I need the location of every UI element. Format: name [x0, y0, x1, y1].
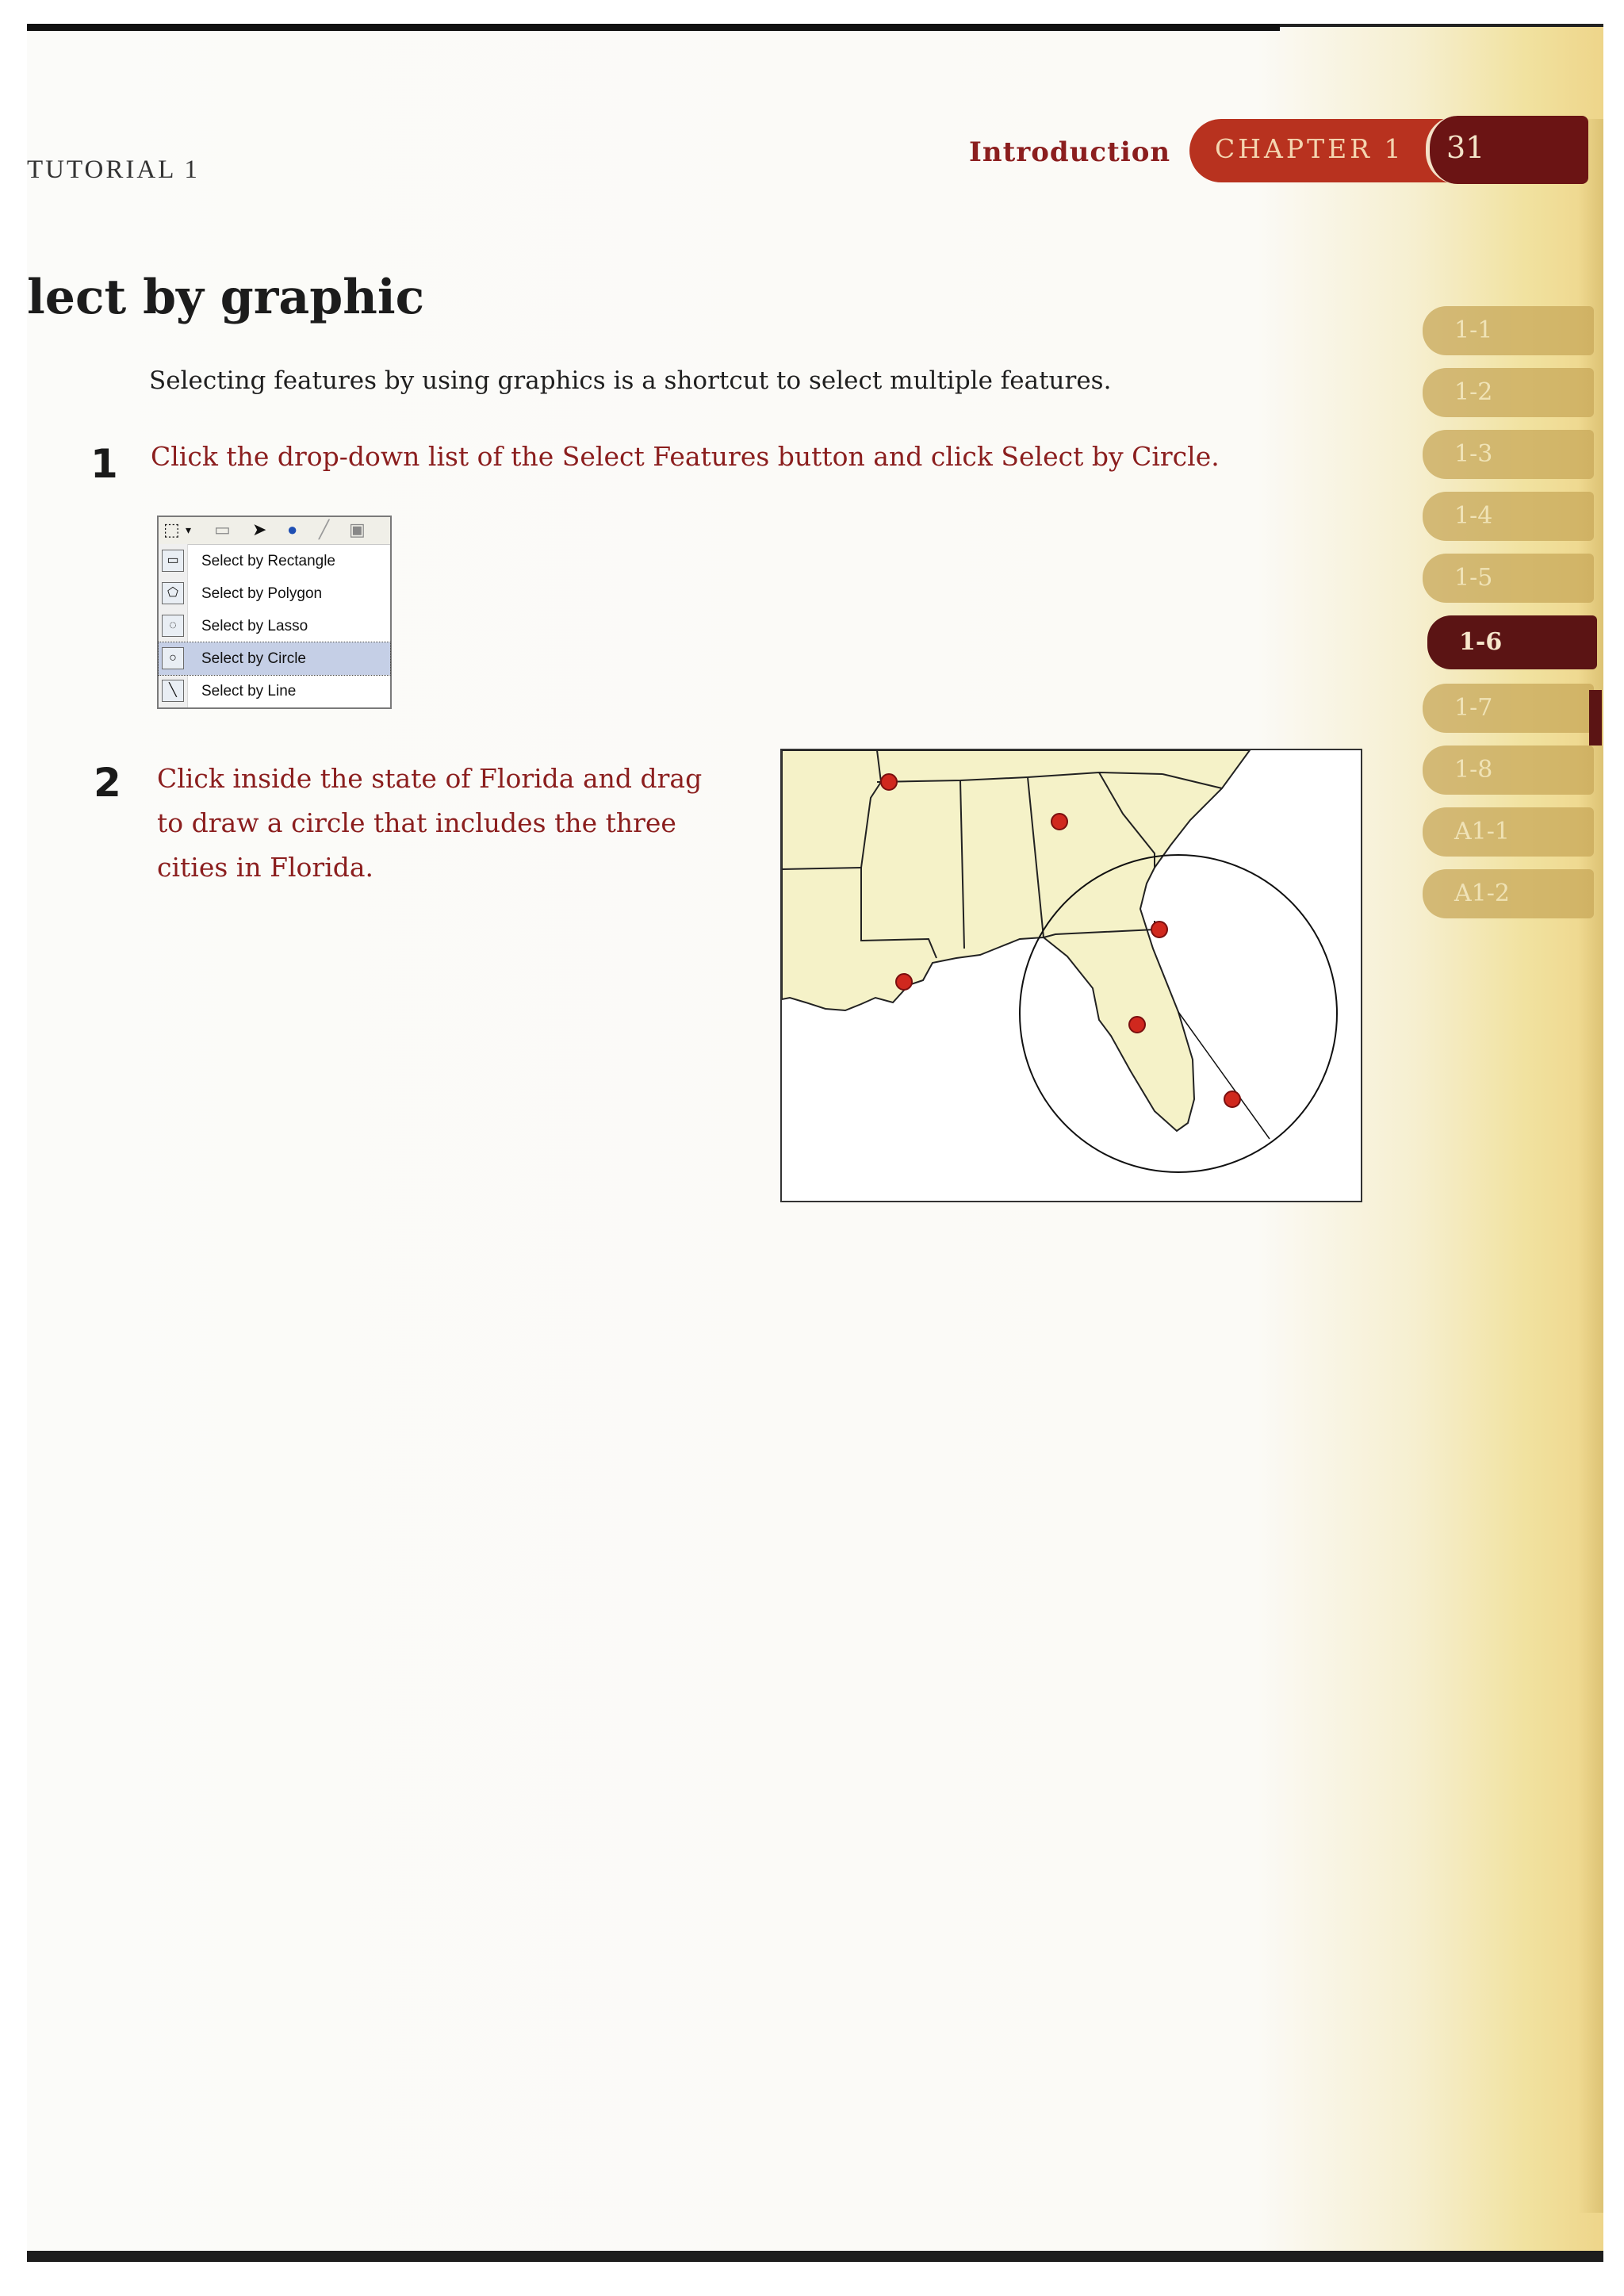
- menu-item-label: Select by Rectangle: [201, 553, 335, 569]
- side-tab-1-5[interactable]: 1-5: [1423, 554, 1594, 603]
- side-tab-1-4[interactable]: 1-4: [1423, 492, 1594, 541]
- menu-item-select-by-lasso[interactable]: [159, 610, 390, 642]
- menu-toolbar: [159, 517, 390, 545]
- side-tab-1-7[interactable]: 1-7: [1423, 684, 1594, 733]
- step-2-number: 2: [94, 760, 121, 806]
- map-figure[interactable]: [780, 749, 1362, 1202]
- side-tab-a1-1[interactable]: A1-1: [1423, 807, 1594, 857]
- city-point[interactable]: [1129, 1017, 1145, 1033]
- scan-bottom-edge: [27, 2251, 1603, 2262]
- chevron-down-icon[interactable]: ▾: [186, 523, 192, 536]
- select-rectangle-icon: ▭: [162, 550, 184, 572]
- running-header-section: Introduction: [969, 136, 1171, 168]
- step-2-line: cities in Florida.: [157, 852, 374, 883]
- city-point[interactable]: [896, 974, 912, 990]
- side-edge-marker: [1589, 690, 1602, 746]
- menu-item-label: Select by Circle: [201, 650, 306, 667]
- side-tab-1-8[interactable]: 1-8: [1423, 746, 1594, 795]
- pointer-icon[interactable]: ➤: [252, 519, 267, 539]
- side-tab-1-6[interactable]: 1-6: [1427, 615, 1597, 669]
- city-point[interactable]: [1224, 1091, 1240, 1107]
- side-tab-1-3[interactable]: 1-3: [1423, 430, 1594, 479]
- menu-item-select-by-rectangle[interactable]: [159, 545, 390, 577]
- land-states: [782, 750, 1250, 1131]
- menu-item-label: Select by Polygon: [201, 585, 323, 602]
- side-tab-1-1[interactable]: 1-1: [1423, 306, 1594, 355]
- select-features-dropdown[interactable]: [157, 516, 392, 709]
- city-point[interactable]: [881, 774, 897, 790]
- select-line-icon: ╲: [162, 680, 184, 702]
- scan-top-edge: [27, 24, 1280, 31]
- menu-item-select-by-polygon[interactable]: [159, 577, 390, 610]
- window-icon[interactable]: ▣: [349, 519, 366, 539]
- menu-item-select-by-line[interactable]: [159, 675, 390, 707]
- select-polygon-icon: ⬠: [162, 582, 184, 604]
- running-header-tutorial: TUTORIAL 1: [27, 155, 200, 184]
- section-title: lect by graphic: [27, 270, 425, 325]
- clear-selection-icon[interactable]: ▭: [214, 519, 231, 539]
- menu-item-label: Select by Lasso: [201, 618, 308, 634]
- city-point[interactable]: [1151, 922, 1167, 937]
- select-features-icon[interactable]: ⬚: [163, 519, 180, 539]
- menu-item-label: Select by Line: [201, 683, 297, 700]
- chapter-label: CHAPTER 1: [1215, 133, 1404, 164]
- scan-top-edge-right: [1280, 24, 1603, 27]
- intro-paragraph: Selecting features by using graphics is a shortcut to select multiple features.: [149, 366, 1112, 395]
- city-point[interactable]: [1051, 814, 1067, 830]
- step-2-text: [157, 757, 760, 890]
- step-1-text: Click the drop-down list of the Select Features button and click Select by Circle.: [151, 441, 1220, 472]
- select-circle-icon: ○: [162, 647, 184, 669]
- info-icon[interactable]: ●: [287, 519, 298, 539]
- menu-item-select-by-circle[interactable]: [159, 642, 390, 675]
- southeast-map[interactable]: [782, 750, 1361, 1201]
- measure-icon[interactable]: ╱: [319, 519, 330, 539]
- select-lasso-icon: ◌: [162, 615, 184, 637]
- side-tab-a1-2[interactable]: A1-2: [1423, 869, 1594, 918]
- step-1-number: 1: [90, 441, 118, 487]
- step-2-line: Click inside the state of Florida and drag: [157, 763, 703, 794]
- side-tab-1-2[interactable]: 1-2: [1423, 368, 1594, 417]
- step-2-line: to draw a circle that includes the three: [157, 807, 676, 838]
- page-number: 31: [1446, 130, 1485, 165]
